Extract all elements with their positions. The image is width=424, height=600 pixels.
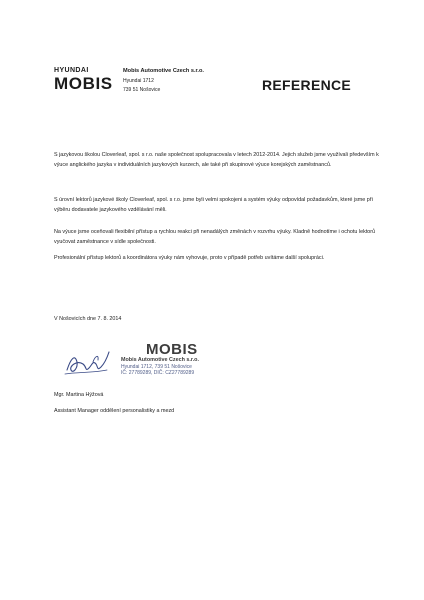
- paragraph-3: Na výuce jsme oceňovali flexibilní přístup a rychlou reakci při nenadálých změnách v rozvrhu výuky. Kladně hodnotíme i ochotu lektorů vyučovat zaměstnance v sídle společnosti.: [54, 229, 376, 245]
- signer-role: Assistant Manager oddělení personalistiky a mezd: [54, 408, 175, 414]
- document-title: REFERENCE: [262, 77, 352, 93]
- company-name: Mobis Automotive Czech s.r.o.: [123, 68, 204, 74]
- company-address-line2: 739 51 Nošovice: [123, 87, 161, 93]
- stamp-company-name: Mobis Automotive Czech s.r.o.: [121, 357, 199, 363]
- paragraph-1: S jazykovou školou Cloverleaf, spol. s r.o. naše společnost spolupracovala v letech 2012-2014. Jejich služeb jsme využívali především k výuce anglického jazyka v individuálních jazykových kurzech, ale také při skupinové výuce korejských zaměstnanců.: [54, 152, 379, 168]
- company-stamp: [121, 342, 241, 377]
- company-address-line1: Hyundai 1712: [123, 77, 154, 84]
- stamp-ids: IČ: 27789289, DIČ: CZ27789289: [121, 370, 195, 376]
- handwritten-signature: [63, 348, 123, 380]
- stamp-brand: MOBIS: [146, 341, 198, 358]
- date-line: V Nošovicích dne 7. 8. 2014: [54, 316, 122, 322]
- paragraph-4: Profesionální přístup lektorů a koordinátora výuky nám vyhovuje, proto v případě potřeb uvítáme další spolupráci.: [54, 255, 325, 261]
- paragraph-2: S úrovní lektorů jazykové školy Cloverleaf, spol. s r.o. jsme byli velmi spokojeni a systém výuky odpovídal požadavkům, které jsme při výběru dodavatele jazykového vzdělávání měli.: [54, 197, 373, 213]
- stamp-address: Hyundai 1712, 739 51 Nošovice: [121, 363, 192, 370]
- company-address-block: [123, 68, 233, 97]
- signer-name: Mgr. Martina Hýžová: [54, 392, 104, 398]
- hyundai-mobis-logo: [54, 67, 116, 92]
- logo-hyundai-text: HYUNDAI: [54, 67, 89, 74]
- logo-mobis-text: MOBIS: [54, 74, 113, 93]
